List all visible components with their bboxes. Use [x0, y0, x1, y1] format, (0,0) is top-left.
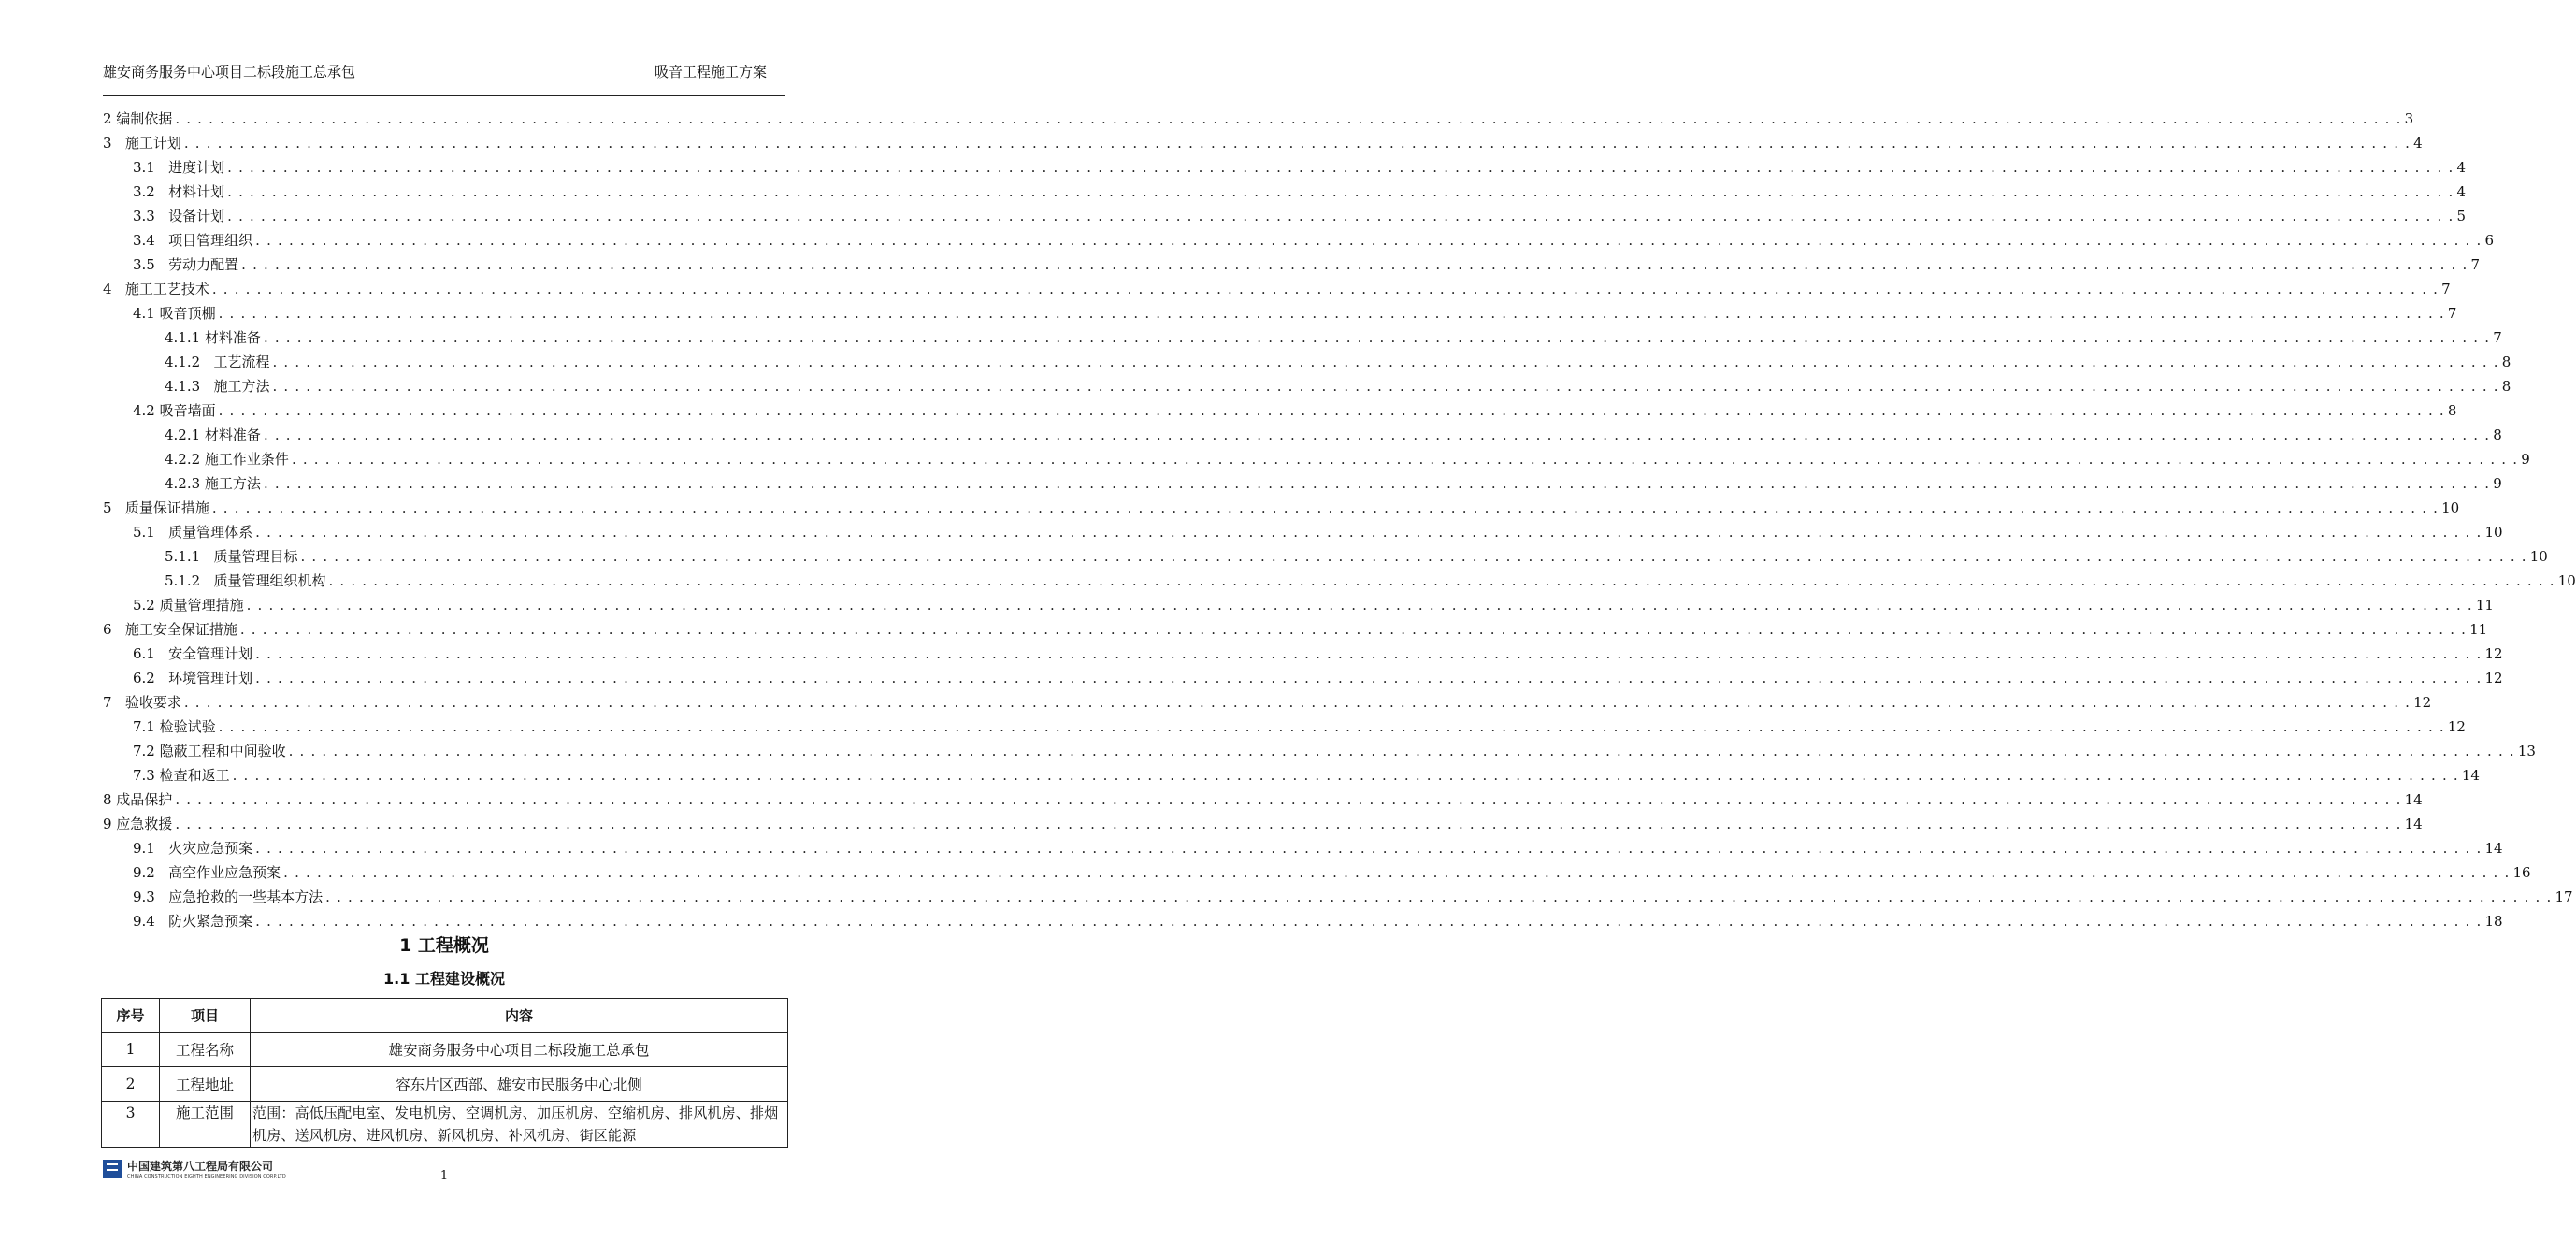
toc-leader-dots: . . . . . . . . . . . . . . . . . . . . . . . . . . . . . . . . . . . . . . . . . . . . . . . . . . . . . . . . . . . . . . . . . . . . . . . . . . . . . . . . . . . . . . . . . . . . . . . . . . . . . . . . . . . . . . . . . . . . . . . . . . . . . . . . . . . . . . . . . . . . . . . . . . . . . . . . . . . . . . . . . . . . . . . . . . . . . . . . . . . . . . . . . . . . . . . . . . . . . . . .	[255, 840, 2482, 857]
toc-entry[interactable]	[103, 569, 2576, 593]
subsection-heading: 1.1 工程建设概况	[383, 970, 505, 988]
toc-entry[interactable]	[103, 836, 2503, 860]
toc-entry-label: 9 应急救援	[103, 816, 173, 832]
toc-entry-page: 13	[2517, 743, 2536, 759]
toc-leader-dots: . . . . . . . . . . . . . . . . . . . . . . . . . . . . . . . . . . . . . . . . . . . . . . . . . . . . . . . . . . . . . . . . . . . . . . . . . . . . . . . . . . . . . . . . . . . . . . . . . . . . . . . . . . . . . . . . . . . . . . . . . . . . . . . . . . . . . . . . . . . . . . . . . . . . . . . . . . . . . . . . . . . . . . . . . . . . . . . . . . . . . . . . . . . . . . . . . . . . . . . .	[255, 232, 2482, 249]
toc-leader-dots: . . . . . . . . . . . . . . . . . . . . . . . . . . . . . . . . . . . . . . . . . . . . . . . . . . . . . . . . . . . . . . . . . . . . . . . . . . . . . . . . . . . . . . . . . . . . . . . . . . . . . . . . . . . . . . . . . . . . . . . . . . . . . . . . . . . . . . . . . . . . . . . . . . . . . . . . . . . . . . . . . . . . . . . . . . . . . . . . . . . . . . . . . . . . . . . . . . . . . . . .	[255, 913, 2482, 930]
toc-entry-label: 3.1 进度计划	[133, 159, 225, 176]
toc-entry-page: 12	[2484, 645, 2503, 662]
toc-entry-label: 4.1.3 施工方法	[165, 378, 270, 395]
toc-entry[interactable]	[103, 763, 2480, 787]
toc-entry-label: 4.2.3 施工方法	[165, 475, 261, 492]
toc-entry-label: 2 编制依据	[103, 110, 173, 127]
toc-entry-page: 8	[2447, 402, 2457, 419]
toc-entry[interactable]	[103, 447, 2530, 471]
toc-leader-dots: . . . . . . . . . . . . . . . . . . . . . . . . . . . . . . . . . . . . . . . . . . . . . . . . . . . . . . . . . . . . . . . . . . . . . . . . . . . . . . . . . . . . . . . . . . . . . . . . . . . . . . . . . . . . . . . . . . . . . . . . . . . . . . . . . . . . . . . . . . . . . . . . . . . . . . . . . . . . . . . . . . . . . . . . . . . . . . . . . . . . . . . . . . . . . . . . . . . . . . . .	[325, 889, 2553, 905]
toc-leader-dots: . . . . . . . . . . . . . . . . . . . . . . . . . . . . . . . . . . . . . . . . . . . . . . . . . . . . . . . . . . . . . . . . . . . . . . . . . . . . . . . . . . . . . . . . . . . . . . . . . . . . . . . . . . . . . . . . . . . . . . . . . . . . . . . . . . . . . . . . . . . . . . . . . . . . . . . . . . . . . . . . . . . . . . . . . . . . . . . . . . . . . . . . . . . . . . . . . . . . . . . .	[218, 305, 2445, 322]
toc-entry-label: 4.2 吸音墙面	[133, 402, 216, 419]
toc-leader-dots: . . . . . . . . . . . . . . . . . . . . . . . . . . . . . . . . . . . . . . . . . . . . . . . . . . . . . . . . . . . . . . . . . . . . . . . . . . . . . . . . . . . . . . . . . . . . . . . . . . . . . . . . . . . . . . . . . . . . . . . . . . . . . . . . . . . . . . . . . . . . . . . . . . . . . . . . . . . . . . . . . . . . . . . . . . . . . . . . . . . . . . . . . . . . . . . . . . . . . . . .	[211, 281, 2439, 297]
table-cell: 雄安商务服务中心项目二标段施工总承包	[251, 1033, 788, 1067]
toc-entry[interactable]	[103, 593, 2494, 617]
toc-entry-page: 7	[2493, 329, 2502, 346]
toc-leader-dots: . . . . . . . . . . . . . . . . . . . . . . . . . . . . . . . . . . . . . . . . . . . . . . . . . . . . . . . . . . . . . . . . . . . . . . . . . . . . . . . . . . . . . . . . . . . . . . . . . . . . . . . . . . . . . . . . . . . . . . . . . . . . . . . . . . . . . . . . . . . . . . . . . . . . . . . . . . . . . . . . . . . . . . . . . . . . . . . . . . . . . . . . . . . . . . . . . . . . . . . .	[183, 694, 2411, 711]
toc-entry[interactable]	[103, 253, 2480, 277]
toc-leader-dots: . . . . . . . . . . . . . . . . . . . . . . . . . . . . . . . . . . . . . . . . . . . . . . . . . . . . . . . . . . . . . . . . . . . . . . . . . . . . . . . . . . . . . . . . . . . . . . . . . . . . . . . . . . . . . . . . . . . . . . . . . . . . . . . . . . . . . . . . . . . . . . . . . . . . . . . . . . . . . . . . . . . . . . . . . . . . . . . . . . . . . . . . . . . . . . . . . . . . . . . .	[175, 791, 2402, 808]
table-row	[102, 1067, 788, 1102]
toc-entry-page: 12	[2447, 718, 2466, 735]
toc-entry-label: 8 成品保护	[103, 791, 173, 808]
toc-entry[interactable]	[103, 642, 2503, 666]
toc-leader-dots: . . . . . . . . . . . . . . . . . . . . . . . . . . . . . . . . . . . . . . . . . . . . . . . . . . . . . . . . . . . . . . . . . . . . . . . . . . . . . . . . . . . . . . . . . . . . . . . . . . . . . . . . . . . . . . . . . . . . . . . . . . . . . . . . . . . . . . . . . . . . . . . . . . . . . . . . . . . . . . . . . . . . . . . . . . . . . . . . . . . . . . . . . . . . . . . . . . . . . . . .	[288, 743, 2515, 759]
toc-entry-page: 16	[2512, 864, 2531, 881]
toc-entry-label: 9.3 应急抢救的一些基本方法	[133, 889, 324, 905]
toc-entry[interactable]	[103, 398, 2457, 423]
toc-entry-label: 7.1 检验试验	[133, 718, 216, 735]
table-of-contents	[103, 107, 2576, 933]
toc-leader-dots: . . . . . . . . . . . . . . . . . . . . . . . . . . . . . . . . . . . . . . . . . . . . . . . . . . . . . . . . . . . . . . . . . . . . . . . . . . . . . . . . . . . . . . . . . . . . . . . . . . . . . . . . . . . . . . . . . . . . . . . . . . . . . . . . . . . . . . . . . . . . . . . . . . . . . . . . . . . . . . . . . . . . . . . . . . . . . . . . . . . . . . . . . . . . . . . . . . . . . . . .	[175, 816, 2402, 832]
toc-entry[interactable]	[103, 180, 2466, 204]
toc-entry-page: 14	[2484, 840, 2503, 857]
toc-entry-page: 14	[2404, 791, 2423, 808]
toc-entry-page: 7	[2447, 305, 2457, 322]
toc-leader-dots: . . . . . . . . . . . . . . . . . . . . . . . . . . . . . . . . . . . . . . . . . . . . . . . . . . . . . . . . . . . . . . . . . . . . . . . . . . . . . . . . . . . . . . . . . . . . . . . . . . . . . . . . . . . . . . . . . . . . . . . . . . . . . . . . . . . . . . . . . . . . . . . . . . . . . . . . . . . . . . . . . . . . . . . . . . . . . . . . . . . . . . . . . . . . . . . . . . . . . . . .	[227, 183, 2454, 200]
toc-entry-label: 3.4 项目管理组织	[133, 232, 253, 249]
toc-leader-dots: . . . . . . . . . . . . . . . . . . . . . . . . . . . . . . . . . . . . . . . . . . . . . . . . . . . . . . . . . . . . . . . . . . . . . . . . . . . . . . . . . . . . . . . . . . . . . . . . . . . . . . . . . . . . . . . . . . . . . . . . . . . . . . . . . . . . . . . . . . . . . . . . . . . . . . . . . . . . . . . . . . . . . . . . . . . . . . . . . . . . . . . . . . . . . . . . . . . . . . . .	[241, 256, 2468, 273]
toc-entry[interactable]	[103, 690, 2432, 715]
toc-entry-page: 4	[2456, 183, 2466, 200]
toc-leader-dots: . . . . . . . . . . . . . . . . . . . . . . . . . . . . . . . . . . . . . . . . . . . . . . . . . . . . . . . . . . . . . . . . . . . . . . . . . . . . . . . . . . . . . . . . . . . . . . . . . . . . . . . . . . . . . . . . . . . . . . . . . . . . . . . . . . . . . . . . . . . . . . . . . . . . . . . . . . . . . . . . . . . . . . . . . . . . . . . . . . . . . . . . . . . . . . . . . . . . . . . .	[255, 670, 2482, 686]
toc-entry-page: 11	[2475, 597, 2494, 614]
toc-entry-label: 3.3 设备计划	[133, 208, 225, 224]
table-cell: 2	[102, 1067, 160, 1102]
column-header: 项目	[160, 999, 251, 1033]
page-header	[103, 60, 785, 96]
toc-leader-dots: . . . . . . . . . . . . . . . . . . . . . . . . . . . . . . . . . . . . . . . . . . . . . . . . . . . . . . . . . . . . . . . . . . . . . . . . . . . . . . . . . . . . . . . . . . . . . . . . . . . . . . . . . . . . . . . . . . . . . . . . . . . . . . . . . . . . . . . . . . . . . . . . . . . . . . . . . . . . . . . . . . . . . . . . . . . . . . . . . . . . . . . . . . . . . . . . . . . . . . . .	[239, 621, 2468, 638]
page-number: 1	[439, 1169, 449, 1183]
toc-entry-page: 14	[2404, 816, 2423, 832]
toc-entry-label: 7 验收要求	[103, 694, 181, 711]
toc-leader-dots: . . . . . . . . . . . . . . . . . . . . . . . . . . . . . . . . . . . . . . . . . . . . . . . . . . . . . . . . . . . . . . . . . . . . . . . . . . . . . . . . . . . . . . . . . . . . . . . . . . . . . . . . . . . . . . . . . . . . . . . . . . . . . . . . . . . . . . . . . . . . . . . . . . . . . . . . . . . . . . . . . . . . . . . . . . . . . . . . . . . . . . . . . . . . . . . . . . . . . . . .	[218, 718, 2445, 735]
toc-entry-page: 10	[2557, 572, 2576, 589]
toc-entry-page: 7	[2470, 256, 2480, 273]
toc-entry-label: 6 施工安全保证措施	[103, 621, 237, 638]
toc-entry-label: 9.2 高空作业应急预案	[133, 864, 281, 881]
toc-entry-label: 3 施工计划	[103, 135, 181, 152]
toc-entry-page: 9	[2493, 475, 2502, 492]
toc-entry-label: 4.1.2 工艺流程	[165, 354, 270, 370]
toc-entry-label: 5 质量保证措施	[103, 499, 209, 516]
toc-entry-label: 4.2.1 材料准备	[165, 426, 261, 443]
table-cell: 施工范围	[160, 1102, 251, 1148]
toc-entry-label: 9.1 火灾应急预案	[133, 840, 253, 857]
toc-entry-label: 5.2 质量管理措施	[133, 597, 244, 614]
column-header: 内容	[251, 999, 788, 1033]
project-info-table	[101, 998, 788, 1148]
toc-entry[interactable]	[103, 812, 2423, 836]
toc-leader-dots: . . . . . . . . . . . . . . . . . . . . . . . . . . . . . . . . . . . . . . . . . . . . . . . . . . . . . . . . . . . . . . . . . . . . . . . . . . . . . . . . . . . . . . . . . . . . . . . . . . . . . . . . . . . . . . . . . . . . . . . . . . . . . . . . . . . . . . . . . . . . . . . . . . . . . . . . . . . . . . . . . . . . . . . . . . . . . . . . . . . . . . . . . . . . . . . . . . . . . . . .	[263, 475, 2491, 492]
toc-entry-label: 5.1.2 质量管理组织机构	[165, 572, 326, 589]
toc-leader-dots: . . . . . . . . . . . . . . . . . . . . . . . . . . . . . . . . . . . . . . . . . . . . . . . . . . . . . . . . . . . . . . . . . . . . . . . . . . . . . . . . . . . . . . . . . . . . . . . . . . . . . . . . . . . . . . . . . . . . . . . . . . . . . . . . . . . . . . . . . . . . . . . . . . . . . . . . . . . . . . . . . . . . . . . . . . . . . . . . . . . . . . . . . . . . . . . . . . . . . . . .	[300, 548, 2527, 565]
toc-leader-dots: . . . . . . . . . . . . . . . . . . . . . . . . . . . . . . . . . . . . . . . . . . . . . . . . . . . . . . . . . . . . . . . . . . . . . . . . . . . . . . . . . . . . . . . . . . . . . . . . . . . . . . . . . . . . . . . . . . . . . . . . . . . . . . . . . . . . . . . . . . . . . . . . . . . . . . . . . . . . . . . . . . . . . . . . . . . . . . . . . . . . . . . . . . . . . . . . . . . . . . . .	[227, 208, 2454, 224]
toc-entry-page: 4	[2413, 135, 2423, 152]
toc-entry[interactable]	[103, 277, 2451, 301]
toc-leader-dots: . . . . . . . . . . . . . . . . . . . . . . . . . . . . . . . . . . . . . . . . . . . . . . . . . . . . . . . . . . . . . . . . . . . . . . . . . . . . . . . . . . . . . . . . . . . . . . . . . . . . . . . . . . . . . . . . . . . . . . . . . . . . . . . . . . . . . . . . . . . . . . . . . . . . . . . . . . . . . . . . . . . . . . . . . . . . . . . . . . . . . . . . . . . . . . . . . . . . . . . .	[227, 159, 2454, 176]
toc-leader-dots: . . . . . . . . . . . . . . . . . . . . . . . . . . . . . . . . . . . . . . . . . . . . . . . . . . . . . . . . . . . . . . . . . . . . . . . . . . . . . . . . . . . . . . . . . . . . . . . . . . . . . . . . . . . . . . . . . . . . . . . . . . . . . . . . . . . . . . . . . . . . . . . . . . . . . . . . . . . . . . . . . . . . . . . . . . . . . . . . . . . . . . . . . . . . . . . . . . . . . . . .	[232, 767, 2459, 784]
toc-leader-dots: . . . . . . . . . . . . . . . . . . . . . . . . . . . . . . . . . . . . . . . . . . . . . . . . . . . . . . . . . . . . . . . . . . . . . . . . . . . . . . . . . . . . . . . . . . . . . . . . . . . . . . . . . . . . . . . . . . . . . . . . . . . . . . . . . . . . . . . . . . . . . . . . . . . . . . . . . . . . . . . . . . . . . . . . . . . . . . . . . . . . . . . . . . . . . . . . . . . . . . . .	[263, 329, 2491, 346]
toc-entry-page: 10	[2529, 548, 2548, 565]
toc-entry-label: 4.1.1 材料准备	[165, 329, 261, 346]
toc-entry-page: 18	[2484, 913, 2503, 930]
toc-entry[interactable]	[103, 496, 2460, 520]
toc-entry-label: 6.1 安全管理计划	[133, 645, 253, 662]
toc-entry-page: 11	[2469, 621, 2488, 638]
toc-entry-page: 10	[2441, 499, 2460, 516]
table-cell: 工程地址	[160, 1067, 251, 1102]
table-row	[102, 1102, 788, 1148]
toc-entry[interactable]	[103, 860, 2531, 885]
table-cell: 容东片区西部、雄安市民服务中心北侧	[251, 1067, 788, 1102]
toc-entry[interactable]	[103, 739, 2536, 763]
toc-entry[interactable]	[103, 350, 2511, 374]
toc-entry-label: 5.1.1 质量管理目标	[165, 548, 298, 565]
toc-leader-dots: . . . . . . . . . . . . . . . . . . . . . . . . . . . . . . . . . . . . . . . . . . . . . . . . . . . . . . . . . . . . . . . . . . . . . . . . . . . . . . . . . . . . . . . . . . . . . . . . . . . . . . . . . . . . . . . . . . . . . . . . . . . . . . . . . . . . . . . . . . . . . . . . . . . . . . . . . . . . . . . . . . . . . . . . . . . . . . . . . . . . . . . . . . . . . . . . . . . . . . . .	[255, 524, 2482, 541]
toc-leader-dots: . . . . . . . . . . . . . . . . . . . . . . . . . . . . . . . . . . . . . . . . . . . . . . . . . . . . . . . . . . . . . . . . . . . . . . . . . . . . . . . . . . . . . . . . . . . . . . . . . . . . . . . . . . . . . . . . . . . . . . . . . . . . . . . . . . . . . . . . . . . . . . . . . . . . . . . . . . . . . . . . . . . . . . . . . . . . . . . . . . . . . . . . . . . . . . . . . . . . . . . .	[211, 499, 2439, 516]
header-doc-title: 吸音工程施工方案	[654, 64, 767, 80]
toc-entry-page: 12	[2413, 694, 2432, 711]
toc-entry[interactable]	[103, 471, 2502, 496]
toc-entry-label: 7.3 检查和返工	[133, 767, 230, 784]
section-heading: 1 工程概况	[399, 935, 489, 956]
toc-entry-label: 6.2 环境管理计划	[133, 670, 253, 686]
toc-leader-dots: . . . . . . . . . . . . . . . . . . . . . . . . . . . . . . . . . . . . . . . . . . . . . . . . . . . . . . . . . . . . . . . . . . . . . . . . . . . . . . . . . . . . . . . . . . . . . . . . . . . . . . . . . . . . . . . . . . . . . . . . . . . . . . . . . . . . . . . . . . . . . . . . . . . . . . . . . . . . . . . . . . . . . . . . . . . . . . . . . . . . . . . . . . . . . . . . . . . . . . . .	[175, 110, 2402, 127]
toc-entry-page: 17	[2554, 889, 2573, 905]
toc-entry-page: 10	[2484, 524, 2503, 541]
toc-entry-page: 7	[2441, 281, 2451, 297]
toc-entry-page: 12	[2484, 670, 2503, 686]
toc-entry[interactable]	[103, 544, 2548, 569]
table-cell: 1	[102, 1033, 160, 1067]
toc-entry-label: 3.2 材料计划	[133, 183, 225, 200]
toc-entry-page: 5	[2456, 208, 2466, 224]
toc-entry-page: 3	[2404, 110, 2414, 127]
table-row	[102, 1033, 788, 1067]
table-header-row	[102, 999, 788, 1033]
toc-entry-label: 4.1 吸音顶棚	[133, 305, 216, 322]
column-header: 序号	[102, 999, 160, 1033]
toc-leader-dots: . . . . . . . . . . . . . . . . . . . . . . . . . . . . . . . . . . . . . . . . . . . . . . . . . . . . . . . . . . . . . . . . . . . . . . . . . . . . . . . . . . . . . . . . . . . . . . . . . . . . . . . . . . . . . . . . . . . . . . . . . . . . . . . . . . . . . . . . . . . . . . . . . . . . . . . . . . . . . . . . . . . . . . . . . . . . . . . . . . . . . . . . . . . . . . . . . . . . . . . .	[328, 572, 2555, 589]
table-cell: 3	[102, 1102, 160, 1148]
toc-entry-label: 3.5 劳动力配置	[133, 256, 239, 273]
toc-entry-page: 4	[2456, 159, 2466, 176]
company-name-cn: 中国建筑第八工程局有限公司	[127, 1160, 274, 1173]
toc-entry[interactable]	[103, 885, 2573, 909]
toc-entry[interactable]	[103, 423, 2502, 447]
toc-leader-dots: . . . . . . . . . . . . . . . . . . . . . . . . . . . . . . . . . . . . . . . . . . . . . . . . . . . . . . . . . . . . . . . . . . . . . . . . . . . . . . . . . . . . . . . . . . . . . . . . . . . . . . . . . . . . . . . . . . . . . . . . . . . . . . . . . . . . . . . . . . . . . . . . . . . . . . . . . . . . . . . . . . . . . . . . . . . . . . . . . . . . . . . . . . . . . . . . . . . . . . . .	[246, 597, 2473, 614]
toc-leader-dots: . . . . . . . . . . . . . . . . . . . . . . . . . . . . . . . . . . . . . . . . . . . . . . . . . . . . . . . . . . . . . . . . . . . . . . . . . . . . . . . . . . . . . . . . . . . . . . . . . . . . . . . . . . . . . . . . . . . . . . . . . . . . . . . . . . . . . . . . . . . . . . . . . . . . . . . . . . . . . . . . . . . . . . . . . . . . . . . . . . . . . . . . . . . . . . . . . . . . . . . .	[255, 645, 2482, 662]
toc-entry[interactable]	[103, 155, 2466, 180]
toc-leader-dots: . . . . . . . . . . . . . . . . . . . . . . . . . . . . . . . . . . . . . . . . . . . . . . . . . . . . . . . . . . . . . . . . . . . . . . . . . . . . . . . . . . . . . . . . . . . . . . . . . . . . . . . . . . . . . . . . . . . . . . . . . . . . . . . . . . . . . . . . . . . . . . . . . . . . . . . . . . . . . . . . . . . . . . . . . . . . . . . . . . . . . . . . . . . . . . . . . . . . . . . .	[272, 354, 2499, 370]
toc-entry-label: 4.2.2 施工作业条件	[165, 451, 289, 468]
header-project-title: 雄安商务服务中心项目二标段施工总承包	[103, 64, 356, 80]
toc-entry[interactable]	[103, 666, 2503, 690]
toc-entry-page: 6	[2484, 232, 2494, 249]
toc-leader-dots: . . . . . . . . . . . . . . . . . . . . . . . . . . . . . . . . . . . . . . . . . . . . . . . . . . . . . . . . . . . . . . . . . . . . . . . . . . . . . . . . . . . . . . . . . . . . . . . . . . . . . . . . . . . . . . . . . . . . . . . . . . . . . . . . . . . . . . . . . . . . . . . . . . . . . . . . . . . . . . . . . . . . . . . . . . . . . . . . . . . . . . . . . . . . . . . . . . . . . . . .	[218, 402, 2445, 419]
toc-entry-page: 8	[2501, 378, 2511, 395]
toc-entry[interactable]	[103, 715, 2466, 739]
toc-entry-page: 8	[2493, 426, 2502, 443]
toc-entry-page: 14	[2461, 767, 2480, 784]
toc-entry-page: 8	[2501, 354, 2511, 370]
toc-entry[interactable]	[103, 301, 2457, 325]
toc-entry[interactable]	[103, 374, 2511, 398]
toc-leader-dots: . . . . . . . . . . . . . . . . . . . . . . . . . . . . . . . . . . . . . . . . . . . . . . . . . . . . . . . . . . . . . . . . . . . . . . . . . . . . . . . . . . . . . . . . . . . . . . . . . . . . . . . . . . . . . . . . . . . . . . . . . . . . . . . . . . . . . . . . . . . . . . . . . . . . . . . . . . . . . . . . . . . . . . . . . . . . . . . . . . . . . . . . . . . . . . . . . . . . . . . .	[291, 451, 2519, 468]
company-name-en: CHINA CONSTRUCTION EIGHTH ENGINEERING DIVISION CORP.LTD	[127, 1174, 286, 1179]
toc-leader-dots: . . . . . . . . . . . . . . . . . . . . . . . . . . . . . . . . . . . . . . . . . . . . . . . . . . . . . . . . . . . . . . . . . . . . . . . . . . . . . . . . . . . . . . . . . . . . . . . . . . . . . . . . . . . . . . . . . . . . . . . . . . . . . . . . . . . . . . . . . . . . . . . . . . . . . . . . . . . . . . . . . . . . . . . . . . . . . . . . . . . . . . . . . . . . . . . . . . . . . . . .	[283, 864, 2511, 881]
toc-entry[interactable]	[103, 909, 2503, 933]
toc-entry[interactable]	[103, 228, 2494, 253]
toc-leader-dots: . . . . . . . . . . . . . . . . . . . . . . . . . . . . . . . . . . . . . . . . . . . . . . . . . . . . . . . . . . . . . . . . . . . . . . . . . . . . . . . . . . . . . . . . . . . . . . . . . . . . . . . . . . . . . . . . . . . . . . . . . . . . . . . . . . . . . . . . . . . . . . . . . . . . . . . . . . . . . . . . . . . . . . . . . . . . . . . . . . . . . . . . . . . . . . . . . . . . . . . .	[183, 135, 2411, 152]
toc-entry[interactable]	[103, 325, 2502, 350]
toc-entry[interactable]	[103, 520, 2503, 544]
toc-leader-dots: . . . . . . . . . . . . . . . . . . . . . . . . . . . . . . . . . . . . . . . . . . . . . . . . . . . . . . . . . . . . . . . . . . . . . . . . . . . . . . . . . . . . . . . . . . . . . . . . . . . . . . . . . . . . . . . . . . . . . . . . . . . . . . . . . . . . . . . . . . . . . . . . . . . . . . . . . . . . . . . . . . . . . . . . . . . . . . . . . . . . . . . . . . . . . . . . . . . . . . . .	[263, 426, 2491, 443]
toc-entry-label: 4 施工工艺技术	[103, 281, 209, 297]
table-cell: 工程名称	[160, 1033, 251, 1067]
toc-entry-label: 5.1 质量管理体系	[133, 524, 253, 541]
toc-leader-dots: . . . . . . . . . . . . . . . . . . . . . . . . . . . . . . . . . . . . . . . . . . . . . . . . . . . . . . . . . . . . . . . . . . . . . . . . . . . . . . . . . . . . . . . . . . . . . . . . . . . . . . . . . . . . . . . . . . . . . . . . . . . . . . . . . . . . . . . . . . . . . . . . . . . . . . . . . . . . . . . . . . . . . . . . . . . . . . . . . . . . . . . . . . . . . . . . . . . . . . . .	[272, 378, 2499, 395]
table-cell: 范围：高低压配电室、发电机房、空调机房、加压机房、空缩机房、排风机房、排烟机房、送风机房、进风机房、新风机房、补风机房、街区能源	[251, 1102, 788, 1148]
toc-entry-label: 9.4 防火紧急预案	[133, 913, 253, 930]
toc-entry[interactable]	[103, 204, 2466, 228]
toc-entry[interactable]	[103, 787, 2423, 812]
toc-entry[interactable]	[103, 131, 2423, 155]
toc-entry[interactable]	[103, 617, 2488, 642]
toc-entry-label: 7.2 隐蔽工程和中间验收	[133, 743, 286, 759]
toc-entry-page: 9	[2521, 451, 2530, 468]
toc-entry[interactable]	[103, 107, 2414, 131]
